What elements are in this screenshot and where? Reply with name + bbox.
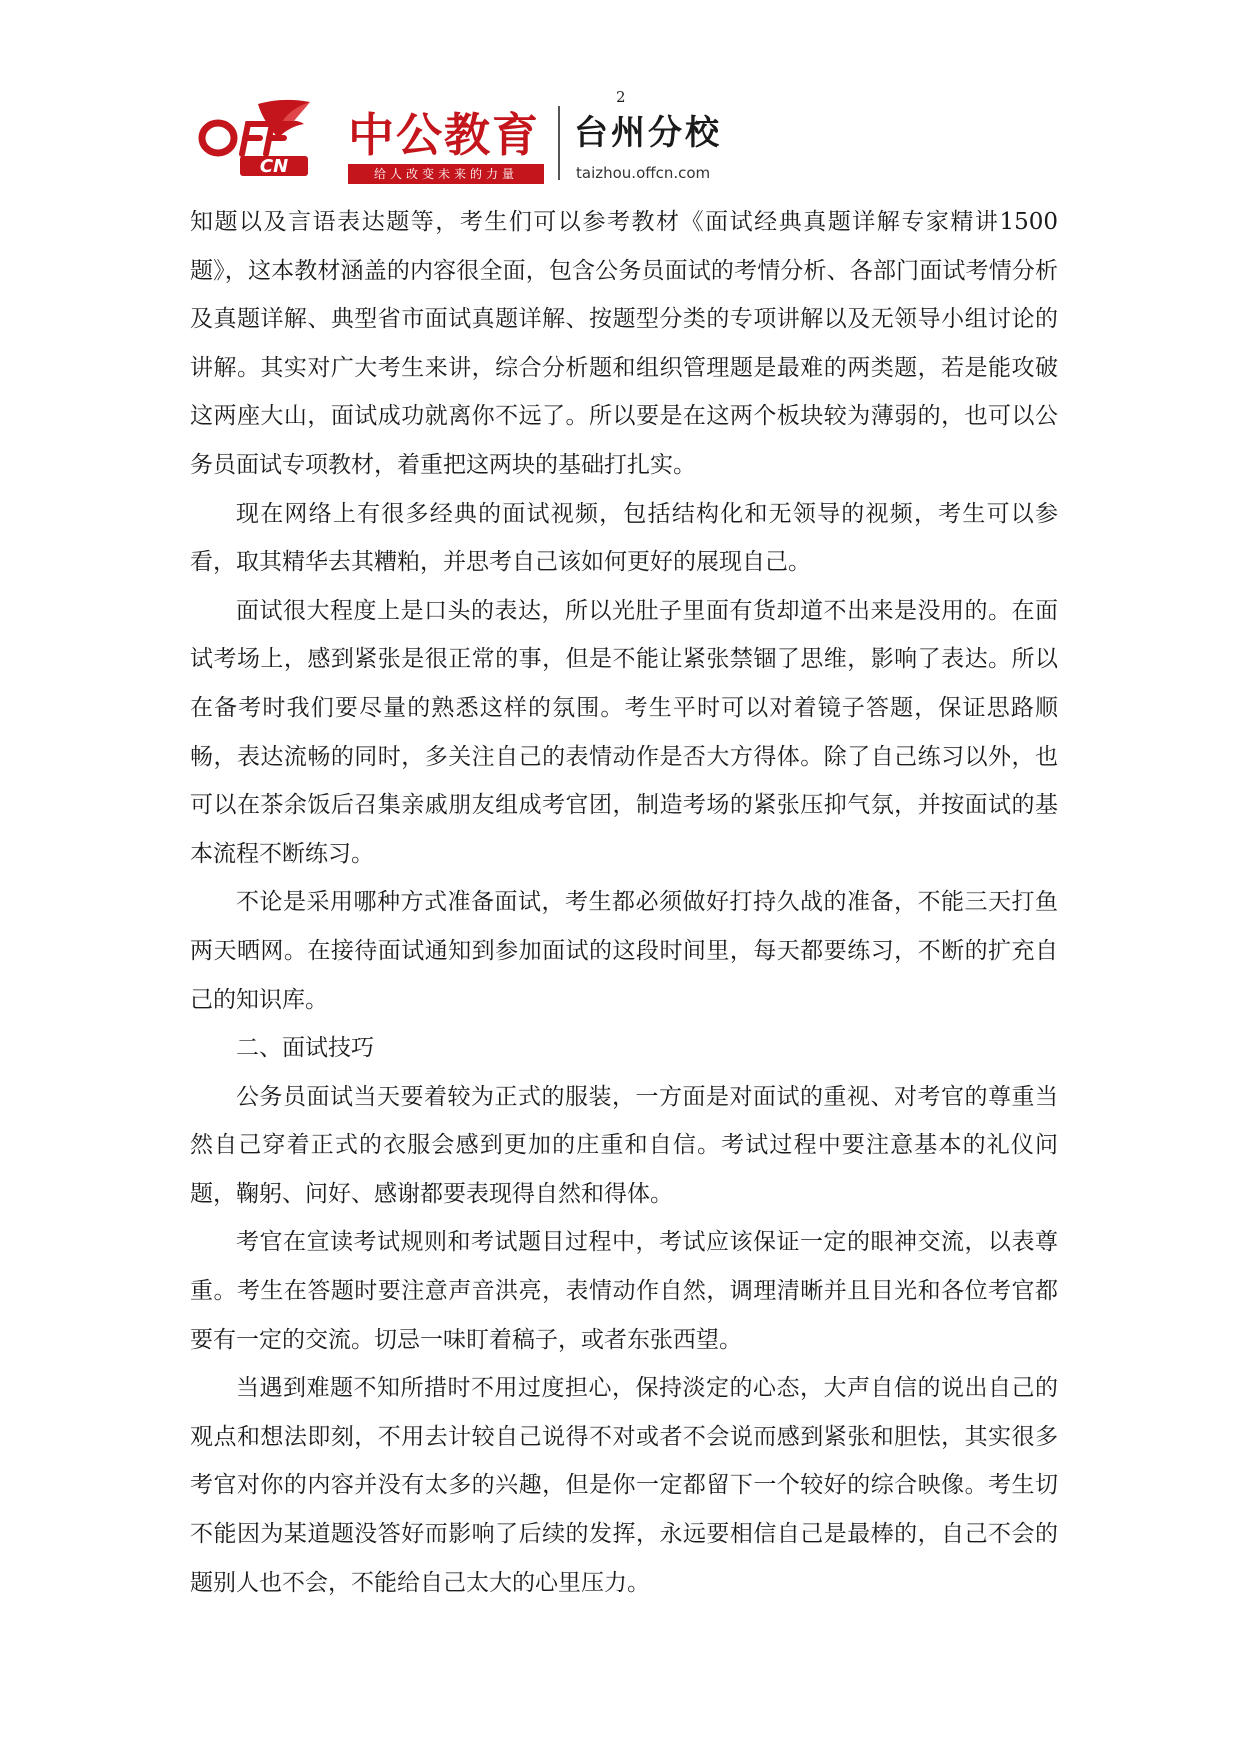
branch-name: 台州分校 <box>574 113 722 153</box>
body-paragraph: 现在网络上有很多经典的面试视频，包括结构化和无领导的视频，考生可以参看，取其精华去其糟粕，并思考自己该如何更好的展现自己。 <box>190 500 1058 576</box>
body-paragraph: 当遇到难题不知所措时不用过度担心，保持淡定的心态，大声自信的说出自己的观点和想法即刻，不用去计较自己说得不对或者不会说而感到紧张和胆怯，其实很多考官对你的内容并没有太多的兴趣，但是你一定都留下一个较好的综合映像。考生切不能因为某道题没答好而影响了后续的发挥，永远要相信自己是最棒的，自己不会的题别人也不会，不能给自己太大的心里压力。 <box>190 1375 1058 1596</box>
offcn-logo-icon <box>198 98 338 180</box>
body-paragraph: 不论是采用哪种方式准备面试，考生都必须做好打持久战的准备，不能三天打鱼两天晒网。在接待面试通知到参加面试的这段时间里，每天都要练习，不断的扩充自己的知识库。 <box>190 889 1058 1013</box>
brand-name: 中公教育 <box>348 108 540 162</box>
branch-url: taizhou.offcn.com <box>576 164 711 182</box>
header-divider <box>558 106 560 180</box>
body-paragraph: 知题以及言语表达题等，考生们可以参考教材《面试经典真题详解专家精讲1500题》，这本教材涵盖的内容很全面，包含公务员面试的考情分析、各部门面试考情分析及真题详解、典型省市面试真题详解、按题型分类的专项讲解以及无领导小组讨论的讲解。其实对广大考生来讲，综合分析题和组织管理题是最难的两类题，若是能攻破这两座大山，面试成功就离你不远了。所以要是在这两个板块较为薄弱的，也可以公务员面试专项教材，着重把这两块的基础打扎实。 <box>190 209 1058 478</box>
brand-slogan: 给人改变未来的力量 <box>348 164 544 184</box>
body-paragraph: 面试很大程度上是口头的表达，所以光肚子里面有货却道不出来是没用的。在面试考场上，感到紧张是很正常的事，但是不能让紧张禁锢了思维，影响了表达。所以在备考时我们要尽量的熟悉这样的氛围。考生平时可以对着镜子答题，保证思路顺畅，表达流畅的同时，多关注自己的表情动作是否大方得体。除了自己练习以外，也可以在茶余饭后召集亲戚朋友组成考官团，制造考场的紧张压抑气氛，并按面试的基本流程不断练习。 <box>190 597 1058 867</box>
section-heading: 二、面试技巧 <box>236 1035 374 1062</box>
body-paragraph: 公务员面试当天要着较为正式的服装，一方面是对面试的重视、对考官的尊重当然自己穿着正式的衣服会感到更加的庄重和自信。考试过程中要注意基本的礼仪问题，鞠躬、问好、感谢都要表现得自然和得体。 <box>190 1083 1058 1207</box>
page-header <box>198 98 738 188</box>
svg-text:CN: CN <box>259 156 289 177</box>
document-body <box>190 198 1058 1607</box>
body-paragraph: 考官在宣读考试规则和考试题目过程中，考试应该保证一定的眼神交流，以表尊重。考生在答题时要注意声音洪亮，表情动作自然，调理清晰并且目光和各位考官都要有一定的交流。切忌一味盯着稿子，或者东张西望。 <box>190 1229 1058 1353</box>
page-number: 2 <box>616 88 626 106</box>
